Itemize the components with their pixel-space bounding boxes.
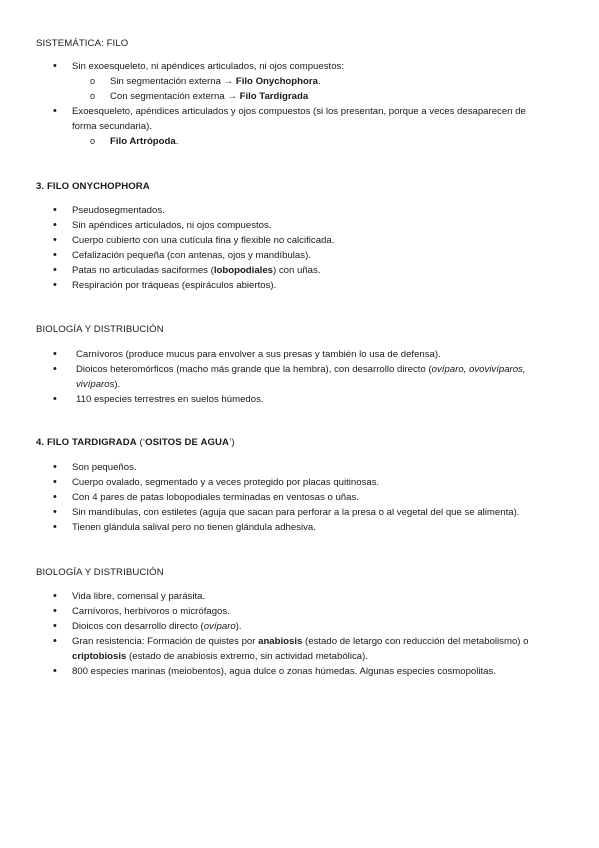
title-bold: 4. FILO TARDIGRADA: [36, 437, 137, 448]
list-item: • Carnívoros, herbívoros o micrófagos.: [0, 604, 560, 619]
section-title-biologia-2: BIOLOGÍA Y DISTRIBUCIÓN: [36, 567, 164, 578]
list-item: • Con 4 pares de patas lobopodiales terminadas en ventosas o uñas.: [0, 490, 560, 505]
list-item: • Cuerpo cubierto con una cutícula fina y flexible no calcificada.: [0, 233, 560, 248]
list-item-text: • Exoesqueleto, apéndices articulados y ojos compuestos (si los presentan, porque a veces desaparecen de forma secundaria).: [72, 106, 526, 132]
list-item: [0, 362, 560, 392]
taxon-name: Filo Artrópoda: [110, 136, 176, 147]
list-item: • 800 especies marinas (meiobentos), agua dulce o zonas húmedas. Algunas especies cosmopolitas.: [0, 664, 560, 679]
taxon-name: Filo Tardigrada: [239, 91, 309, 102]
term: criptobiosis: [72, 651, 127, 662]
list-item: [0, 263, 560, 278]
title-text: (‘: [136, 437, 146, 448]
sistematica-list: [0, 59, 560, 149]
list-item: • Son pequeños.: [0, 460, 560, 475]
onychophora-list: [0, 203, 560, 293]
section-title-tardigrada: [36, 437, 235, 448]
text: (estado de anabiosis extremo, sin actividad metabólica).: [126, 651, 368, 662]
sublist-text: Con segmentación externa →: [110, 91, 240, 102]
list-item: • Respiración por tráqueas (espiráculos abiertos).: [0, 278, 560, 293]
title-text: ’): [229, 437, 235, 448]
taxon-name: Filo Onychophora: [235, 76, 318, 87]
list-item-text: Patas no articuladas saciformes (: [72, 265, 214, 276]
text: (estado de letargo con reducción del metabolismo) o: [302, 636, 529, 647]
list-item: • 110 especies terrestres en suelos húmedos.: [0, 392, 560, 407]
list-item: • Vida libre, comensal y parásita.: [0, 589, 560, 604]
list-item: • Sin mandíbulas, con estiletes (aguja que sacan para perforar a la presa o al vegetal del que se alimenta).: [0, 505, 560, 520]
sublist: [72, 134, 560, 149]
italic-term: ovíparo: [203, 621, 236, 632]
punctuation: .: [317, 76, 321, 87]
list-item: • Tienen glándula salival pero no tienen glándula adhesiva.: [0, 520, 560, 535]
list-item-text: [72, 634, 552, 664]
list-item-text: Sin exoesqueleto, ni apéndices articulados, ni ojos compuestos:: [72, 61, 344, 72]
title-bold: OSITOS DE AGUA: [145, 437, 230, 448]
section-title-onychophora: 3. FILO ONYCHOPHORA: [36, 181, 150, 192]
punctuation: ).: [114, 379, 121, 390]
text: Dioicos heteromórficos (macho más grande que la hembra), con desarrollo directo (: [76, 364, 432, 375]
list-item: [0, 619, 560, 634]
biologia-2-list: [0, 589, 560, 679]
text: Gran resistencia: Formación de quistes por: [72, 636, 259, 647]
list-item: [0, 59, 560, 104]
term: anabiosis: [258, 636, 303, 647]
list-item-text: [76, 362, 556, 392]
italic-term: ovíparo, ovovivíparos, vivíparos: [76, 364, 526, 390]
list-item: [0, 104, 560, 149]
section-title-biologia-1: BIOLOGÍA Y DISTRIBUCIÓN: [36, 324, 164, 335]
list-item: • Cuerpo ovalado, segmentado y a veces protegido por placas quitinosas.: [0, 475, 560, 490]
list-item-text: ) con uñas.: [273, 265, 321, 276]
sublist-item: [72, 134, 560, 149]
sublist: [72, 74, 560, 104]
list-item: [0, 634, 560, 664]
sublist-item: [72, 74, 560, 89]
punctuation: ).: [235, 621, 242, 632]
sublist-text: Sin segmentación externa →: [110, 76, 236, 87]
punctuation: .: [175, 136, 179, 147]
list-item: • Pseudosegmentados.: [0, 203, 560, 218]
list-item: • Cefalización pequeña (con antenas, ojos y mandíbulas).: [0, 248, 560, 263]
biologia-1-list: [0, 347, 560, 407]
sublist-item: [72, 89, 560, 104]
list-item: • Sin apéndices articulados, ni ojos compuestos.: [0, 218, 560, 233]
tardigrada-list: [0, 460, 560, 535]
list-item: • Carnívoros (produce mucus para envolver a sus presas y también lo usa de defensa).: [0, 347, 560, 362]
term: lobopodiales: [213, 265, 274, 276]
list-item-text: Dioicos con desarrollo directo (: [72, 621, 204, 632]
section-title-sistematica: SISTEMÁTICA: FILO: [36, 38, 129, 49]
